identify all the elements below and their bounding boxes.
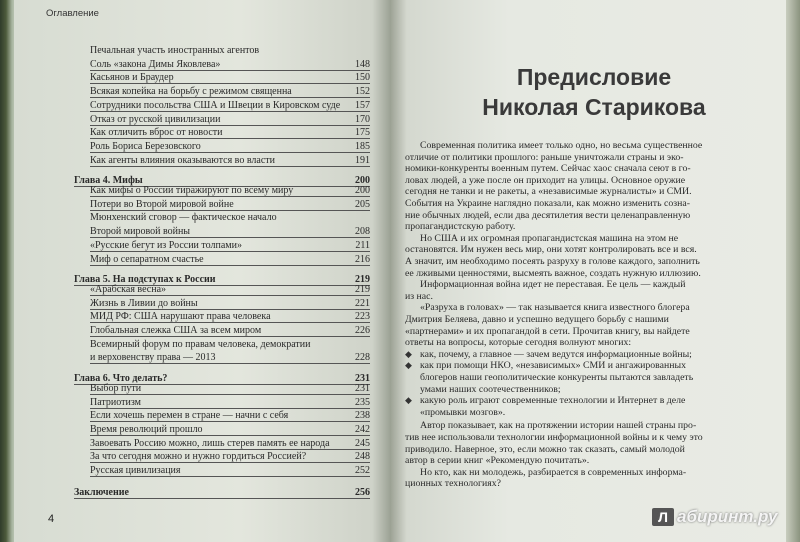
body-line: Современная политика имеет только одно, но весьма существенное: [420, 140, 703, 151]
toc-page: 205: [355, 198, 370, 210]
labirint-watermark: [652, 507, 777, 527]
bullet-line: какую роль играют современные технологии и Интернет в деле: [420, 395, 686, 407]
toc-title: Миф о сепаратном счастье: [90, 253, 204, 265]
body-line: ее лживыми ценностями, высмеять важное, создать нужную иллюзию.: [405, 267, 701, 279]
toc-title: Сотрудники посольства США и Швеции в Кировском суде: [90, 99, 341, 111]
toc-rule: [74, 498, 370, 499]
toc-row: [90, 140, 370, 153]
body-line: из нас.: [405, 290, 433, 302]
body-line: автор в серии книг «Рекомендую почитать».: [405, 455, 590, 467]
toc-page: 157: [355, 99, 370, 111]
toc-row: [90, 71, 370, 84]
toc-row: [90, 253, 370, 266]
labirint-logo-icon: Л: [652, 508, 674, 526]
toc-title: За что сегодня можно и нужно гордиться Россией?: [90, 451, 307, 463]
toc-title: Отказ от русской цивилизации: [90, 113, 221, 125]
toc-rule: [90, 166, 370, 167]
toc-row: [90, 283, 370, 296]
body-line: Автор показывает, как на протяжении истории нашей страны про-: [420, 420, 697, 432]
body-line: сегодня не танки и не ракеты, а «независимые журналисты» и СМИ.: [405, 186, 692, 198]
toc-page: 148: [355, 58, 370, 70]
toc-page: 242: [355, 423, 370, 435]
toc-page: 235: [355, 396, 370, 408]
toc-title: Соль «закона Димы Яковлева»: [90, 58, 221, 70]
toc-page: 223: [355, 311, 370, 323]
body-line: тив нее использовали технологии информационной войны и к чему это: [405, 432, 703, 443]
toc-title: Заключение: [74, 486, 129, 498]
toc-row: [90, 450, 370, 463]
toc-title: Второй мировой войны: [90, 226, 191, 238]
toc-title: Глава 5. На подступах к России: [74, 274, 216, 286]
toc-row: [90, 324, 370, 337]
toc-title: Как мифы о России тиражируют по всему миру: [90, 185, 294, 196]
toc-title: МИД РФ: США нарушают права человека: [90, 311, 271, 323]
body-line: приводило. Наверное, это, если можно так сказать, самый молодой: [405, 443, 685, 455]
running-header: Оглавление: [46, 8, 99, 19]
bullet-line: умами наших соотечественников;: [420, 383, 561, 395]
toc-page: 208: [355, 226, 370, 238]
body-line: ционных технологиях?: [405, 478, 502, 490]
body-line: ние обычных людей, если два десятилетия вести целенаправленную: [405, 209, 691, 221]
toc-page: 231: [355, 373, 370, 385]
toc-title: «Русские бегут из России толпами»: [90, 239, 242, 251]
body-line: События на Украине наглядно показали, как можно изменить созна-: [405, 198, 690, 209]
toc-title: Печальная участь иностранных агентов: [90, 45, 260, 56]
page-edge: [786, 0, 800, 542]
toc-row: [90, 99, 370, 112]
body-line: А значит, им необходимо посеять разруху в голове каждого, заполнить: [405, 256, 700, 267]
bullet-line: блогеров наши геополитические конкуренты пытаются завладеть: [420, 372, 694, 383]
preface-heading-line1: Предисловие: [516, 64, 672, 90]
toc-title: Завоевать Россию можно, лишь стерев память ее народа: [90, 437, 330, 449]
toc-row: [90, 297, 370, 310]
toc-page: 150: [355, 72, 370, 84]
toc-row: [90, 464, 370, 477]
toc-page: 200: [355, 185, 370, 196]
toc-row: [90, 211, 370, 224]
toc-row: [90, 198, 370, 211]
toc-page: 228: [355, 352, 370, 364]
toc-row: [90, 396, 370, 409]
toc-title: Выбор пути: [90, 382, 142, 394]
toc-row: [90, 184, 370, 197]
toc-title: Как агенты влияния оказываются во власти: [90, 154, 275, 166]
toc-title: Всякая копейка на борьбу с режимом священна: [90, 86, 292, 98]
bullet-icon: ◆: [405, 348, 412, 359]
body-line: Информационная война идет не переставая. Ее цель — каждый: [420, 279, 686, 291]
toc-row: [90, 225, 370, 238]
body-line: «партнерами» и их пропагандой в сети. Прочитав книгу, вы найдете: [405, 325, 690, 337]
body-line: остановятся. Им нужен весь мир, они хотят контролировать все и вся.: [405, 244, 697, 256]
body-line: ответы на вопросы, которые сегодня волнуют многих:: [405, 337, 632, 349]
toc-page: 252: [355, 465, 370, 476]
toc-page: 238: [355, 410, 370, 422]
toc-title: Потери во Второй мировой войне: [90, 198, 234, 210]
toc-title: Мюнхенский сговор — фактическое начало: [90, 212, 277, 224]
toc-row: [90, 154, 370, 167]
toc-row: [90, 85, 370, 98]
toc-page: 200: [355, 175, 370, 187]
page-number: 4: [48, 513, 55, 525]
toc-page: 221: [355, 297, 370, 309]
body-line: «Разруха в головах» — так называется книга известного блогера: [420, 302, 690, 314]
toc-title: Глобальная слежка США за всем миром: [90, 325, 262, 336]
toc-title: Патриотизм: [90, 396, 141, 408]
toc-page: 219: [355, 283, 370, 295]
toc-title: Жизнь в Ливии до войны: [90, 297, 198, 309]
toc-row: [90, 382, 370, 395]
bullet-line: как при помощи НКО, «независимых» СМИ и ангажированных: [420, 360, 686, 372]
toc-rule: [90, 363, 370, 364]
body-line: Но США и их огромная пропагандистская машина на этом не: [420, 232, 679, 244]
body-line: ловах людей, а уже после он приходит на улицы. Основное оружие: [405, 174, 686, 186]
toc-title: «Арабская весна»: [90, 283, 167, 295]
toc-row: [90, 126, 370, 139]
preface-heading-line2: Николая Старикова: [482, 94, 706, 120]
body-line: отличие от политики прошлого: раньше уничтожали страны и эко-: [405, 151, 684, 163]
toc-chapter-row: [74, 486, 370, 499]
toc-title: Всемирный форум по правам человека, демократии: [90, 338, 311, 350]
toc-page: 211: [355, 239, 370, 251]
toc-title: Роль Бориса Березовского: [90, 140, 201, 152]
body-line: номики-конкуренты военным путем. Сейчас хаос сначала сеют в го-: [405, 163, 691, 175]
toc-page: 152: [355, 86, 370, 98]
bullet-icon: ◆: [405, 395, 412, 406]
toc-title: Глава 6. Что делать?: [74, 373, 168, 385]
toc-page: 226: [355, 325, 370, 336]
toc-row: [90, 44, 370, 57]
toc-page: 248: [355, 451, 370, 463]
toc-page: 175: [355, 127, 370, 139]
toc-row: [90, 437, 370, 450]
toc-page: 185: [355, 140, 370, 152]
toc-row: [90, 423, 370, 436]
body-line: Дмитрия Беляева, давно и успешно ведущего борьбу с нашими: [405, 314, 669, 325]
toc-title: Как отличить вброс от новости: [90, 127, 223, 139]
toc-rule: [90, 265, 370, 266]
toc-row: [90, 351, 370, 364]
toc-row: [90, 58, 370, 71]
toc-title: Русская цивилизация: [90, 465, 181, 476]
toc-page: 219: [355, 274, 370, 286]
toc-row: [90, 310, 370, 323]
toc-rule: [90, 476, 370, 477]
toc-title: Время революций прошло: [90, 423, 203, 435]
body-line: пропагандистскую работу.: [405, 221, 516, 233]
toc-page: 216: [355, 253, 370, 265]
bullet-line: как, почему, а главное — зачем ведутся информационные войны;: [420, 348, 692, 360]
bullet-icon: ◆: [405, 360, 412, 371]
toc-page: 170: [355, 113, 370, 125]
toc-page: 256: [355, 486, 370, 498]
toc-row: [90, 113, 370, 126]
watermark-text: абиринт.ру: [677, 507, 778, 526]
bullet-line: «промывки мозгов».: [420, 406, 506, 418]
toc-page: 245: [355, 437, 370, 449]
toc-title: и верховенству права — 2013: [90, 352, 216, 364]
toc-page: 191: [355, 154, 370, 166]
toc-title: Если хочешь перемен в стране — начни с себя: [90, 410, 289, 422]
toc-row: [90, 338, 370, 351]
toc-title: Касьянов и Браудер: [90, 72, 174, 84]
body-line: Но кто, как ни молодежь, разбирается в современных информа-: [420, 466, 687, 478]
toc-row: [90, 409, 370, 422]
toc-row: [90, 239, 370, 252]
toc-title: Глава 4. Мифы: [74, 175, 143, 187]
toc-page: 231: [355, 382, 370, 394]
